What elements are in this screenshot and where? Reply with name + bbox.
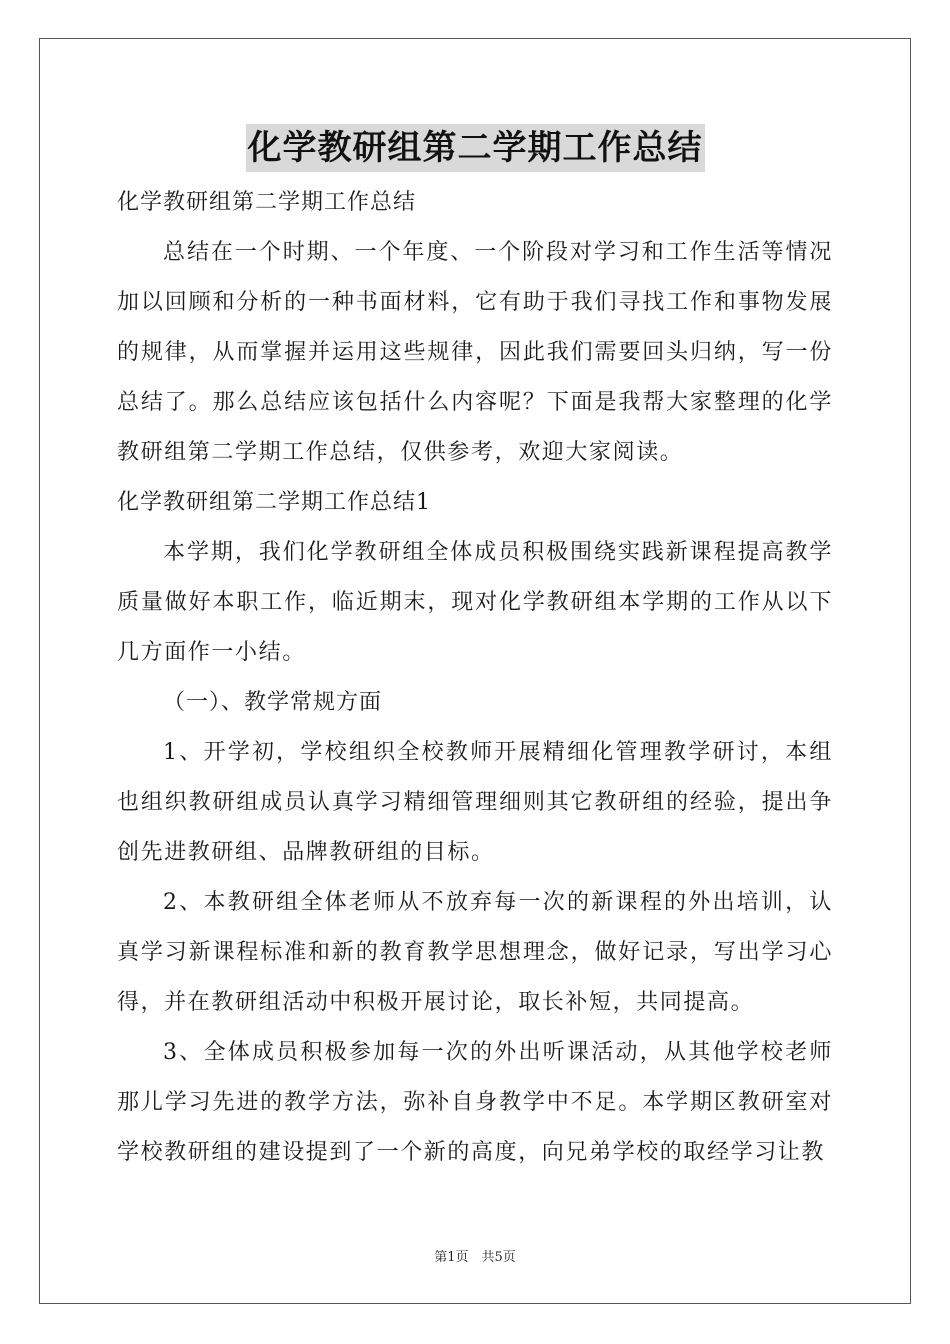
paragraph-section-title: 化学教研组第二学期工作总结1 bbox=[117, 490, 431, 515]
paragraph-item-1: 1、开学初，学校组织全校教师开展精细化管理教学研讨，本组也组织教研组成员认真学习精细管理细则其它教研组的经验，提出争创先进教研组、品牌教研组的目标。 bbox=[117, 740, 833, 865]
paragraph-heading: 化学教研组第二学期工作总结 bbox=[117, 190, 417, 215]
document-title-text: 化学教研组第二学期工作总结 bbox=[246, 124, 705, 172]
paragraph-item-2: 2、本教研组全体老师从不放弃每一次的新课程的外出培训，认真学习新课程标准和新的教育教学思想理念，做好记录，写出学习心得，并在教研组活动中积极开展讨论，取长补短，共同提高。 bbox=[117, 890, 833, 1015]
paragraph-overview: 本学期，我们化学教研组全体成员积极围绕实践新课程提高教学质量做好本职工作，临近期末，现对化学教研组本学期的工作从以下几方面作一小结。 bbox=[117, 540, 833, 665]
paragraph-item-3: 3、全体成员积极参加每一次的外出听课活动，从其他学校老师那儿学习先进的教学方法，弥补自身教学中不足。本学期区教研室对学校教研组的建设提到了一个新的高度，向兄弟学校的取经学习让教 bbox=[117, 1040, 833, 1165]
document-title bbox=[0, 124, 950, 172]
paragraph-intro: 总结在一个时期、一个年度、一个阶段对学习和工作生活等情况加以回顾和分析的一种书面材料，它有助于我们寻找工作和事物发展的规律，从而掌握并运用这些规律，因此我们需要回头归纳，写一份总结了。那么总结应该包括什么内容呢？下面是我帮大家整理的化学教研组第二学期工作总结，仅供参考，欢迎大家阅读。 bbox=[117, 240, 833, 465]
page-number-footer: 第1页 共5页 bbox=[434, 1250, 516, 1265]
paragraph-subheading: （一）、教学常规方面 bbox=[163, 690, 383, 715]
document-body bbox=[117, 178, 833, 1178]
